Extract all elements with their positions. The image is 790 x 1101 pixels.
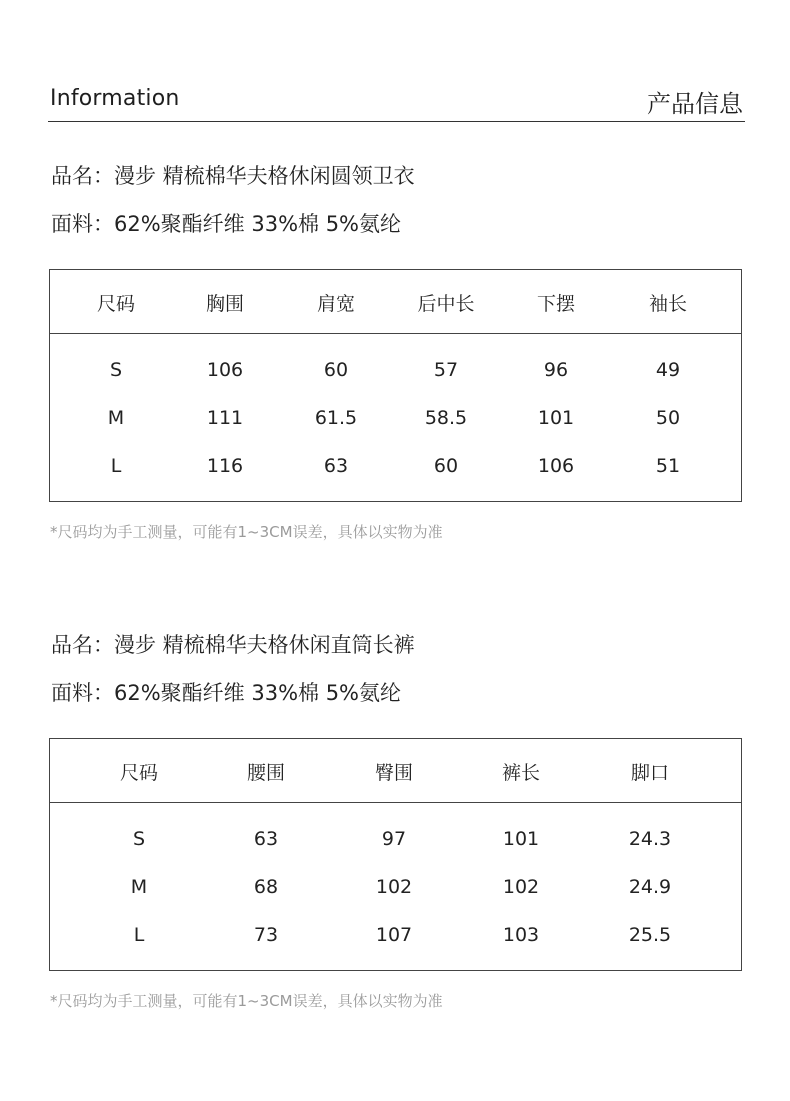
table-cell: 116 — [206, 455, 244, 477]
tops-table-header — [50, 270, 741, 334]
table-cell: S — [132, 828, 146, 850]
column-header: 下摆 — [536, 293, 576, 315]
section-header — [48, 84, 745, 122]
table-cell: L — [110, 455, 122, 477]
table-cell: 106 — [537, 455, 575, 477]
tops-size-table — [49, 269, 742, 502]
table-cell: 24.3 — [628, 828, 672, 850]
pants-fabric: 面料：62%聚酯纤维 33%棉 5%氨纶 — [51, 681, 402, 705]
header-title-en: Information — [50, 86, 180, 111]
header-title-cn: 产品信息 — [647, 90, 743, 118]
table-cell: 63 — [323, 455, 349, 477]
tops-measurement-note: *尺码均为手工测量，可能有1~3CM误差，具体以实物为准 — [50, 523, 443, 541]
table-cell: 101 — [537, 407, 575, 429]
table-cell: 106 — [206, 359, 244, 381]
table-cell: 58.5 — [424, 407, 468, 429]
table-cell: 102 — [375, 876, 413, 898]
tops-fabric: 面料：62%聚酯纤维 33%棉 5%氨纶 — [51, 212, 402, 236]
table-cell: 57 — [433, 359, 459, 381]
column-header: 袖长 — [648, 293, 688, 315]
table-cell: 107 — [375, 924, 413, 946]
column-header: 腰围 — [246, 762, 286, 784]
table-cell: M — [107, 407, 125, 429]
tops-product-name: 品名：漫步 精梳棉华夫格休闲圆领卫衣 — [51, 164, 415, 188]
table-cell: 60 — [323, 359, 349, 381]
column-header: 臀围 — [374, 762, 414, 784]
pants-measurement-note: *尺码均为手工测量，可能有1~3CM误差，具体以实物为准 — [50, 992, 443, 1010]
table-cell: 73 — [253, 924, 279, 946]
table-cell: 61.5 — [314, 407, 358, 429]
table-cell: 102 — [502, 876, 540, 898]
table-cell: 49 — [655, 359, 681, 381]
table-cell: L — [133, 924, 145, 946]
table-cell: 51 — [655, 455, 681, 477]
table-cell: S — [109, 359, 123, 381]
column-header: 裤长 — [501, 762, 541, 784]
table-cell: 103 — [502, 924, 540, 946]
table-cell: 63 — [253, 828, 279, 850]
pants-size-table — [49, 738, 742, 971]
table-cell: 50 — [655, 407, 681, 429]
pants-table-header — [50, 739, 741, 803]
column-header: 脚口 — [630, 762, 670, 784]
table-cell: 97 — [381, 828, 407, 850]
table-cell: 24.9 — [628, 876, 672, 898]
table-cell: M — [130, 876, 148, 898]
table-cell: 96 — [543, 359, 569, 381]
table-cell: 68 — [253, 876, 279, 898]
column-header: 尺码 — [96, 293, 136, 315]
table-cell: 60 — [433, 455, 459, 477]
column-header: 胸围 — [205, 293, 245, 315]
table-cell: 101 — [502, 828, 540, 850]
column-header: 肩宽 — [316, 293, 356, 315]
pants-product-name: 品名：漫步 精梳棉华夫格休闲直筒长裤 — [51, 633, 415, 657]
table-cell: 111 — [206, 407, 244, 429]
table-cell: 25.5 — [628, 924, 672, 946]
column-header: 后中长 — [417, 293, 475, 315]
column-header: 尺码 — [119, 762, 159, 784]
